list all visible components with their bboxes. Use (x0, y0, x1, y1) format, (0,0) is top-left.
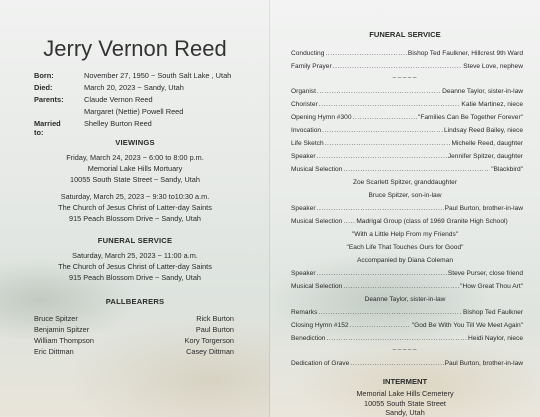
program-role: Musical Selection (291, 283, 343, 290)
viewing-line: Friday, March 24, 2023 ~ 6:00 to 8:00 p.m. (66, 153, 204, 162)
program-person: "Blackbird" (491, 166, 523, 173)
pallbearer-name: Kory Torgerson (184, 336, 234, 345)
program-line (291, 283, 523, 291)
pallbearers-heading: PALLBEARERS (105, 297, 165, 306)
program-role: Family Prayer (291, 63, 332, 70)
performer-line: Bruce Spitzer, son-in-law (368, 192, 442, 199)
info-value: Claude Vernon Reed (84, 95, 153, 104)
program-line (291, 88, 523, 96)
viewing-line: 915 Peach Blossom Drive ~ Sandy, Utah (69, 214, 201, 223)
performer-line: Zoe Scarlett Spitzer, granddaughter (352, 179, 458, 186)
pallbearer-name: William Thompson (34, 336, 94, 345)
viewing-line: Saturday, March 25, 2023 ~ 9:30 to10:30 a.m. (60, 192, 210, 201)
program-line (291, 360, 523, 368)
program-line (291, 63, 523, 71)
pallbearer-name: Bruce Spitzer (34, 314, 78, 323)
program-person: Michelle Reed, daughter (451, 140, 523, 147)
info-label: Died: (34, 83, 53, 92)
program-person: Bishop Ted Faulkner, Hillcrest 9th Ward (407, 50, 523, 57)
program-person: Madrigal Group (class of 1969 Granite High School) (356, 218, 508, 225)
deceased-name: Jerry Vernon Reed (43, 36, 227, 61)
funeral-line: Saturday, March 25, 2023 ~ 11:00 a.m. (72, 251, 198, 260)
viewing-line: 10055 South State Street ~ Sandy, Utah (70, 175, 200, 184)
program-heading: FUNERAL SERVICE (369, 30, 441, 39)
info-value: Margaret (Nettie) Powell Reed (84, 107, 184, 116)
pallbearer-name: Paul Burton (195, 325, 234, 334)
program-role: Life Sketch (291, 140, 324, 147)
performer-line: "With a Little Help From my Friends" (351, 231, 459, 238)
pallbearer-name: Benjamin Spitzer (34, 325, 90, 334)
funeral-line: 915 Peach Blossom Drive ~ Sandy, Utah (69, 273, 201, 282)
viewing-line: The Church of Jesus Christ of Latter-day Saints (58, 203, 212, 212)
program-line (291, 218, 523, 226)
funeral-heading: FUNERAL SERVICE (97, 236, 173, 245)
program-person: Paul Burton, brother-in-law (444, 360, 523, 367)
program-role: Musical Selection (291, 218, 343, 225)
program-person: "How Great Thou Art" (460, 283, 523, 290)
program-person: Steve Love, nephew (463, 63, 523, 70)
interment-line: Memorial Lake Hills Cemetery (356, 389, 454, 398)
program-person: Katie Martinez, niece (461, 101, 523, 108)
program-role: Invocation (291, 127, 322, 134)
program-line (291, 50, 523, 58)
program-person: Deanne Taylor, sister-in-law (442, 88, 523, 95)
funeral-line: The Church of Jesus Christ of Latter-day Saints (58, 262, 212, 271)
program-line (291, 309, 523, 317)
pallbearer-name: Eric Dittman (34, 347, 74, 356)
info-value: Shelley Burton Reed (84, 119, 152, 128)
program-role: Dedication of Grave (291, 360, 350, 367)
right-panel (270, 0, 540, 417)
program-line (291, 205, 523, 213)
interment-heading: INTERMENT (382, 377, 428, 386)
separator: ~~~~~ (392, 75, 418, 82)
program-role: Speaker (291, 153, 316, 160)
program-person: Heidi Naylor, niece (468, 335, 523, 342)
pallbearer-name: Rick Burton (196, 314, 234, 323)
program-person: Lindsay Reed Bailey, niece (443, 127, 523, 134)
program-role: Speaker (291, 205, 316, 212)
program-role: Organist (291, 88, 316, 95)
viewings-heading: VIEWINGS (115, 138, 155, 147)
program-line (291, 114, 523, 122)
program-role: Remarks (291, 309, 318, 316)
pallbearer-name: Casey Dittman (186, 347, 234, 356)
program-person: Paul Burton, brother-in-law (444, 205, 523, 212)
program-role: Chorister (291, 101, 318, 108)
info-label: Parents: (34, 95, 64, 104)
performer-line: Accompanied by Diana Coleman (356, 257, 454, 264)
program-role: Musical Selection (291, 166, 343, 173)
program-role: Closing Hymn #152 (291, 322, 349, 329)
program-person: Bishop Ted Faulkner (463, 309, 523, 316)
interment-line: 10055 South State Street (364, 399, 446, 408)
program-person: Steve Purser, close friend (447, 270, 523, 277)
program-person: Jennifer Spitzer, daughter (447, 153, 523, 160)
program-line (291, 322, 523, 330)
program-person: "God Be With You Till We Meet Again" (411, 322, 523, 329)
program-line (291, 166, 523, 174)
program-line (291, 127, 523, 135)
separator: ~~~~~ (392, 347, 418, 354)
viewing-line: Memorial Lake Hills Mortuary (87, 164, 183, 173)
program-person: "Families Can Be Together Forever" (418, 114, 523, 121)
program-line (291, 153, 523, 161)
info-value: March 20, 2023 ~ Sandy, Utah (84, 83, 184, 92)
program-line (291, 335, 523, 343)
performer-line: "Each Life That Touches Ours for Good" (346, 244, 464, 251)
program-role: Conducting (291, 50, 325, 57)
program-line (291, 270, 523, 278)
info-value: November 27, 1950 ~ South Salt Lake , Utah (84, 71, 232, 80)
program-role: Opening Hymn #300 (291, 114, 352, 121)
info-label: Married to: (34, 119, 61, 137)
program-role: Benediction (291, 335, 326, 342)
program-line (291, 101, 523, 109)
program-line (291, 140, 523, 148)
performer-line: Deanne Taylor, sister-in-law (364, 296, 446, 303)
info-label: Born: (34, 71, 54, 80)
interment-line: Sandy, Utah (385, 408, 425, 417)
program-role: Speaker (291, 270, 316, 277)
